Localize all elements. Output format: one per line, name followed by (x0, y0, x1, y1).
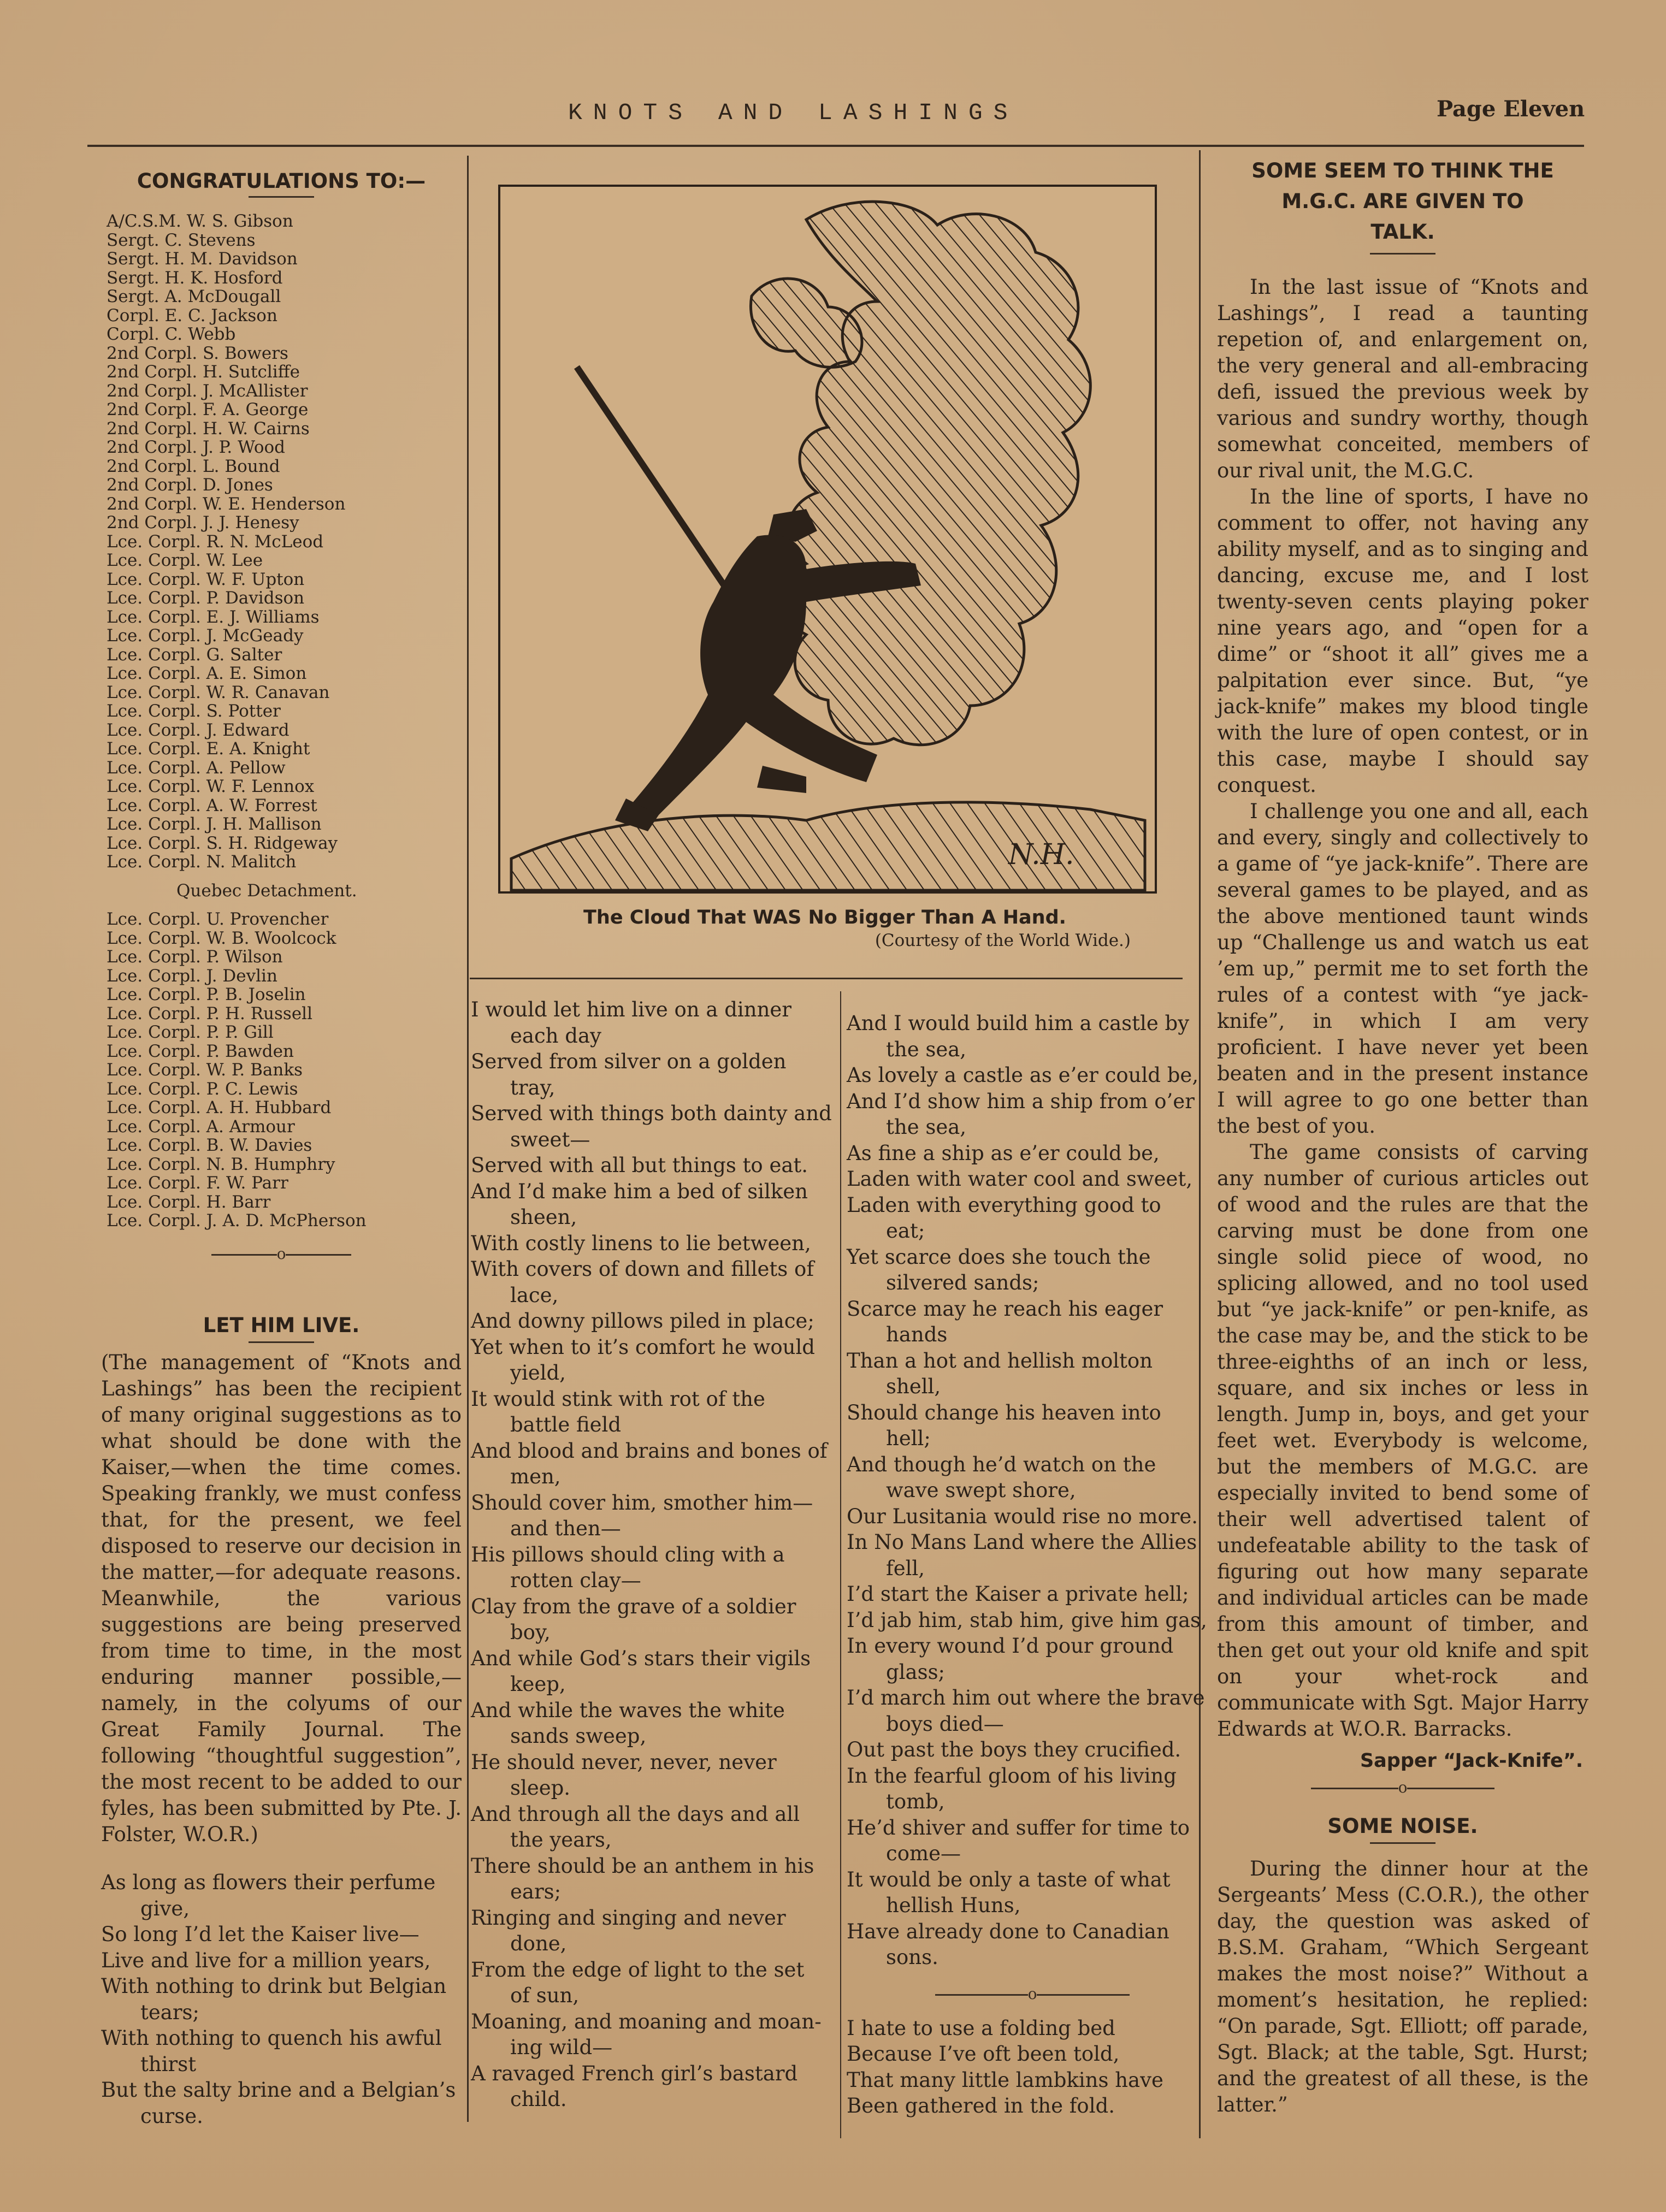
quebec-name: Lce. Corpl. J. Devlin (107, 966, 277, 986)
cartoon-illustration (498, 185, 1157, 894)
poem-line: Our Lusitania would rise no more. (847, 1504, 1198, 1528)
poem-line: shell, (886, 1375, 941, 1398)
poem-line: Been gathered in the fold. (847, 2094, 1115, 2118)
poem-line: sweet— (510, 1127, 590, 1151)
poem-column-2 (471, 997, 834, 2113)
poem-line: lace, (510, 1283, 559, 1307)
quebec-name: Lce. Corpl. B. W. Davies (107, 1135, 312, 1155)
poem-line: tray, (510, 1075, 556, 1099)
poem-line: Yet when to it’s comfort he would (471, 1335, 815, 1359)
quebec-name: Lce. Corpl. P. B. Joselin (107, 985, 306, 1004)
poem-line: tears; (140, 2000, 199, 2024)
some-noise-underline (1370, 1842, 1435, 1844)
poem-line: hellish Huns, (886, 1894, 1021, 1917)
separator: o (1217, 1779, 1588, 1796)
congrats-name: 2nd Corpl. D. Jones (107, 475, 273, 495)
storm-cloud (782, 202, 1090, 745)
congrats-name: Lce. Corpl. E. J. Williams (107, 607, 320, 627)
final-stanza (847, 2015, 1218, 2119)
poem-line: And blood and brains and bones of (471, 1439, 828, 1463)
poem-line: tomb, (886, 1790, 945, 1813)
poem-line: There should be an anthem in his (471, 1854, 814, 1878)
poem-line: curse. (140, 2104, 203, 2128)
poem-line: child. (510, 2087, 567, 2111)
mgc-title (1217, 156, 1588, 247)
congrats-name: 2nd Corpl. W. E. Henderson (107, 494, 346, 514)
cartoon-drawing (500, 187, 1155, 891)
poem-line: each day (510, 1024, 601, 1048)
poem-line: silvered sands; (886, 1271, 1039, 1294)
congrats-name: Lce. Corpl. W. F. Upton (107, 569, 305, 589)
artist-signature: N.H. (1008, 838, 1074, 871)
mgc-paragraph: In the line of sports, I have no comment to offer, not having any ability myself, and as to singing and dancing, excuse me, and I lost twenty-seven cents playing poker nine years ago, and “open for a dime” or “shoot it all” gives me a palpitation ever since. But, “ye jack-knife” makes my blood tingle with the lure of open contest, or in this case, maybe I should say conquest. (1217, 485, 1588, 797)
poem-line: sands sweep, (510, 1724, 647, 1748)
mgc-title-line: SOME SEEM TO THINK THE (1251, 159, 1554, 182)
poem-line: Served with all but things to eat. (471, 1154, 808, 1177)
poem-line: Out past the boys they crucified. (847, 1738, 1181, 1761)
mgc-body (1217, 274, 1588, 1742)
illustration-bottom-rule (470, 978, 1183, 979)
poem-column-3-wrap (847, 1010, 1218, 2119)
poem-line: men, (510, 1465, 561, 1488)
poem-line: I would let him live on a dinner (471, 998, 791, 1021)
some-noise-title: SOME NOISE. (1327, 1814, 1478, 1838)
quebec-name: Lce. Corpl. U. Provencher (107, 909, 329, 929)
let-him-live-section (101, 1314, 462, 2129)
congrats-name: Lce. Corpl. A. E. Simon (107, 664, 307, 683)
congrats-name: Lce. Corpl. S. Potter (107, 701, 281, 721)
poem-line: yield, (510, 1361, 566, 1385)
quebec-name: Lce. Corpl. P. P. Gill (107, 1022, 274, 1042)
congrats-name: Sergt. C. Stevens (107, 230, 256, 250)
congrats-name: Lce. Corpl. P. Davidson (107, 588, 305, 608)
congrats-name: Sergt. A. McDougall (107, 287, 281, 306)
let-him-live-underline (249, 1341, 314, 1343)
poem-line: give, (140, 1896, 190, 1920)
poem-line: sleep. (510, 1776, 571, 1800)
congrats-name: Lce. Corpl. S. H. Ridgeway (107, 833, 338, 853)
mgc-title-line: M.G.C. ARE GIVEN TO (1281, 190, 1524, 213)
poem-line: So long I’d let the Kaiser live— (101, 1923, 420, 1946)
mgc-section (1217, 156, 1588, 2118)
poem-line: With covers of down and fillets of (471, 1257, 814, 1281)
poem-line: A ravaged French girl’s bastard (471, 2061, 798, 2085)
separator: o (847, 1986, 1218, 2002)
quebec-name: Lce. Corpl. F. W. Parr (107, 1173, 288, 1193)
congrats-name: Lce. Corpl. J. H. Mallison (107, 814, 322, 834)
congrats-name: Lce. Corpl. E. A. Knight (107, 739, 310, 759)
quebec-heading: Quebec Detachment. (176, 880, 357, 901)
quebec-name: Lce. Corpl. P. Wilson (107, 947, 283, 967)
separator: o (107, 1246, 456, 1262)
congrats-name: 2nd Corpl. L. Bound (107, 456, 280, 476)
quebec-name: Lce. Corpl. P. C. Lewis (107, 1079, 298, 1099)
poem-line: In every wound I’d pour ground (847, 1634, 1174, 1658)
congrats-name: Lce. Corpl. N. Malitch (107, 852, 297, 872)
quebec-name: Lce. Corpl. A. Armour (107, 1116, 295, 1137)
poem-line: ing wild— (510, 2036, 613, 2059)
poem-line: But the salty brine and a Belgian’s (101, 2078, 456, 2102)
poem-line: fell, (886, 1556, 925, 1580)
poem-line: As fine a ship as e’er could be, (847, 1141, 1160, 1165)
poem-line: rotten clay— (510, 1569, 641, 1592)
poem-line: glass; (886, 1660, 946, 1684)
congrats-name: Lce. Corpl. W. Lee (107, 551, 263, 570)
poem-line: That many little lambkins have (847, 2068, 1163, 2092)
congrats-title: CONGRATULATIONS TO:— (137, 169, 426, 193)
poem-line: Clay from the grave of a soldier (471, 1594, 796, 1618)
poem-column-rule (840, 991, 841, 2138)
quebec-name: Lce. Corpl. H. Barr (107, 1192, 271, 1212)
poem-line: As lovely a castle as e’er could be, (847, 1063, 1199, 1087)
congrats-name: Lce. Corpl. R. N. McLeod (107, 531, 324, 552)
poem-line: And I’d make him a bed of silken (471, 1179, 808, 1203)
congrats-name: Lce. Corpl. W. F. Lennox (107, 777, 315, 796)
poem-line: Scarce may he reach his eager (847, 1297, 1163, 1321)
poem-line: Should cover him, smother him— (471, 1491, 813, 1515)
poem-line: the years, (510, 1828, 612, 1852)
poem-line: And through all the days and all (471, 1802, 800, 1826)
congrats-name: Lce. Corpl. J. Edward (107, 720, 290, 740)
poem-line: I’d jab him, stab him, give him gas, (847, 1608, 1207, 1632)
congrats-name: Sergt. H. M. Davidson (107, 249, 298, 269)
poem-column-1 (101, 1870, 462, 2129)
poem-column-3 (847, 1010, 1218, 1971)
poem-line: Served from silver on a golden (471, 1050, 787, 1073)
poem-line: And I’d show him a ship from o’er (847, 1089, 1195, 1113)
poem-line: It would stink with rot of the (471, 1387, 765, 1411)
poem-line: of sun, (510, 1984, 580, 2007)
poem-line: eat; (886, 1219, 925, 1243)
mgc-paragraph: In the last issue of “Knots and Lashings”, I read a taunting repetion of, and enlargement on, the very general and all-embracing defi, issued the previous week by various and sundry worthy, though somewhat conceited, members of our rival unit, the M.G.C. (1217, 275, 1588, 482)
poem-line: Laden with water cool and sweet, (847, 1167, 1192, 1191)
congrats-name: Corpl. E. C. Jackson (107, 305, 277, 326)
poem-line: Ringing and singing and never (471, 1906, 786, 1930)
poem-line: And while God’s stars their vigils (471, 1646, 811, 1670)
let-him-live-title: LET HIM LIVE. (203, 1314, 360, 1337)
quebec-name: Lce. Corpl. P. Bawden (107, 1041, 294, 1061)
congrats-name: 2nd Corpl. J. P. Wood (107, 437, 285, 457)
mgc-title-line: TALK. (1370, 220, 1435, 244)
quebec-name: Lce. Corpl. A. H. Hubbard (107, 1098, 332, 1117)
congrats-name: Lce. Corpl. J. McGeady (107, 626, 304, 646)
poem-line: Because I’ve oft been told, (847, 2042, 1120, 2066)
congrats-name: Lce. Corpl. A. W. Forrest (107, 795, 317, 815)
poem-line: And downy pillows piled in place; (471, 1309, 814, 1333)
poem-line: Live and live for a million years, (101, 1948, 431, 1972)
poem-line: His pillows should cling with a (471, 1542, 785, 1566)
poem-line: With costly linens to lie between, (471, 1231, 811, 1255)
mgc-title-underline (1370, 253, 1435, 255)
poem-line: In No Mans Land where the Allies (847, 1530, 1197, 1554)
quebec-list (107, 910, 456, 1231)
quebec-name: Lce. Corpl. P. H. Russell (107, 1003, 312, 1024)
congrats-name: 2nd Corpl. S. Bowers (107, 343, 288, 363)
congrats-name: 2nd Corpl. H. W. Cairns (107, 418, 310, 439)
poem-line: sheen, (510, 1205, 577, 1229)
poem-line: keep, (510, 1672, 566, 1696)
congrats-section (107, 169, 456, 1276)
let-him-live-intro: (The management of “Knots and Lashings” has been the recipient of many original suggestions as to what should be done with the Kaiser,—when the time comes. Speaking frankly, we must confess that, for the present, we feel disposed to reserve our decision in the matter,—for adequate reasons. Meanwhile, the various suggestions are being preserved from time to time, in the most enduring manner possible,—namely, in the colyums of our Great Family Journal. The following “thoughtful suggestion”, the most recent to be added to our fyles, has been submitted by Pte. J. Folster, W.O.R.) (101, 1351, 462, 1846)
column-rule-left (467, 156, 469, 2122)
poem-line: With nothing to drink but Belgian (101, 1974, 447, 1998)
congrats-name: A/C.S.M. W. S. Gibson (107, 211, 293, 231)
poem-line: And while the waves the white (471, 1698, 785, 1722)
quebec-name: Lce. Corpl. W. B. Woolcock (107, 928, 336, 948)
cloud-puff (751, 279, 862, 367)
masthead: KNOTS AND LASHINGS (568, 99, 1019, 126)
congrats-title-underline (249, 196, 314, 198)
quebec-name: Lce. Corpl. W. P. Banks (107, 1060, 303, 1080)
poem-line: Yet scarce does she touch the (847, 1245, 1151, 1269)
caption-title: The Cloud That WAS No Bigger Than A Hand. (583, 907, 1066, 928)
poem-line: Served with things both dainty and (471, 1102, 832, 1125)
poem-line: Moaning, and moaning and moan- (471, 2009, 822, 2033)
congrats-name: Sergt. H. K. Hosford (107, 268, 283, 288)
poem-line: wave swept shore, (886, 1478, 1076, 1502)
poem-line: In the fearful gloom of his living (847, 1764, 1177, 1788)
congrats-name: Lce. Corpl. W. R. Canavan (107, 682, 330, 702)
poem-line: and then— (510, 1517, 621, 1540)
caption-credit: (Courtesy of the World Wide.) (875, 931, 1131, 950)
poem-line: I’d start the Kaiser a private hell; (847, 1582, 1189, 1606)
mgc-paragraph: The game consists of carving any number of curious articles out of wood and the rules are that the carving must be done from one single solid piece of wood, no splicing allowed, and no tool used but “ye jack-knife” or pen-knife, as the case may be, and the stick to be three-eighths of an inch or less, square, and six inches or less in length. Jump in, boys, and get your feet wet. Everybody is welcome, but the members of M.G.C. are especially invited to bend some of their well advertised talent of undefeatable ability to the task of figuring out how many separate and individual articles can be made from this amount of timber, and then get out your old knife and spit on your whet-rock and communicate with Sgt. Major Harry Edwards at W.O.R. Barracks. (1217, 1140, 1588, 1741)
poem-line: I hate to use a folding bed (847, 2016, 1115, 2040)
poem-line: With nothing to quench his awful (101, 2026, 442, 2050)
poem-line: Than a hot and hellish molton (847, 1349, 1153, 1373)
congrats-name: Lce. Corpl. A. Pellow (107, 758, 286, 778)
mgc-paragraph: I challenge you one and all, each and every, singly and collectively to a game of “ye jack-knife”. There are several games to be played, and as the above mentioned taunt winds up “Challenge us and watch us eat ’em up,” permit me to set forth the rules of a contest with “ye jack-knife”, in which I am very proficient. I have never yet been beaten and in the present instance I will agree to go one better than the best of you. (1217, 800, 1588, 1138)
poem-line: Have already done to Canadian (847, 1919, 1169, 1943)
congrats-name: 2nd Corpl. J. McAllister (107, 381, 308, 401)
page-number: Page Eleven (1437, 96, 1585, 122)
poem-line: sons. (886, 1945, 938, 1969)
poem-line: boy, (510, 1620, 551, 1644)
poem-line: hands (886, 1323, 948, 1346)
congrats-list (107, 212, 456, 872)
poem-line: done, (510, 1932, 567, 1955)
poem-line: It would be only a taste of what (847, 1867, 1171, 1891)
poem-line: battle field (510, 1413, 622, 1436)
poem-line: the sea, (886, 1037, 967, 1061)
poem-line: Laden with everything good to (847, 1193, 1161, 1217)
poem-line: Should change his heaven into (847, 1400, 1161, 1424)
poem-line: hell; (886, 1427, 931, 1450)
poem-line: And though he’d watch on the (847, 1452, 1156, 1476)
quebec-name: Lce. Corpl. J. A. D. McPherson (107, 1211, 367, 1231)
congrats-name: Lce. Corpl. G. Salter (107, 644, 282, 665)
poem-line: boys died— (886, 1712, 1004, 1736)
poem-line: ears; (510, 1880, 562, 1903)
congrats-name: Corpl. C. Webb (107, 324, 236, 344)
cartoon-caption (492, 907, 1158, 950)
mgc-signature: Sapper “Jack-Knife”. (1360, 1750, 1583, 1772)
poem-line: thirst (140, 2052, 197, 2076)
poem-line: come— (886, 1842, 961, 1865)
poem-line: He should never, never, never (471, 1750, 777, 1774)
congrats-name: 2nd Corpl. J. J. Henesy (107, 513, 299, 533)
quebec-name: Lce. Corpl. N. B. Humphry (107, 1154, 335, 1174)
congrats-name: 2nd Corpl. F. A. George (107, 400, 309, 419)
poem-line: the sea, (886, 1115, 967, 1139)
congrats-name: 2nd Corpl. H. Sutcliffe (107, 362, 300, 382)
poem-line: I’d march him out where the brave (847, 1686, 1205, 1710)
poem-line: And I would build him a castle by (847, 1012, 1190, 1035)
poem-line: As long as flowers their perfume (101, 1871, 436, 1894)
poem-line: He’d shiver and suffer for time to (847, 1815, 1190, 1840)
header-rule (87, 145, 1584, 147)
poem-line: From the edge of light to the set (471, 1957, 805, 1982)
some-noise-text: During the dinner hour at the Sergeants’ Mess (C.O.R.), the other day, the question was asked of B.S.M. Graham, “Which Sergeant makes the most noise?” Without a moment’s hesitation, he replied: “On parade, Sgt. Elliott; off parade, Sgt. Black; at the table, Sgt. Hurst; and the greatest of all these, is the latter.” (1217, 1857, 1588, 2116)
